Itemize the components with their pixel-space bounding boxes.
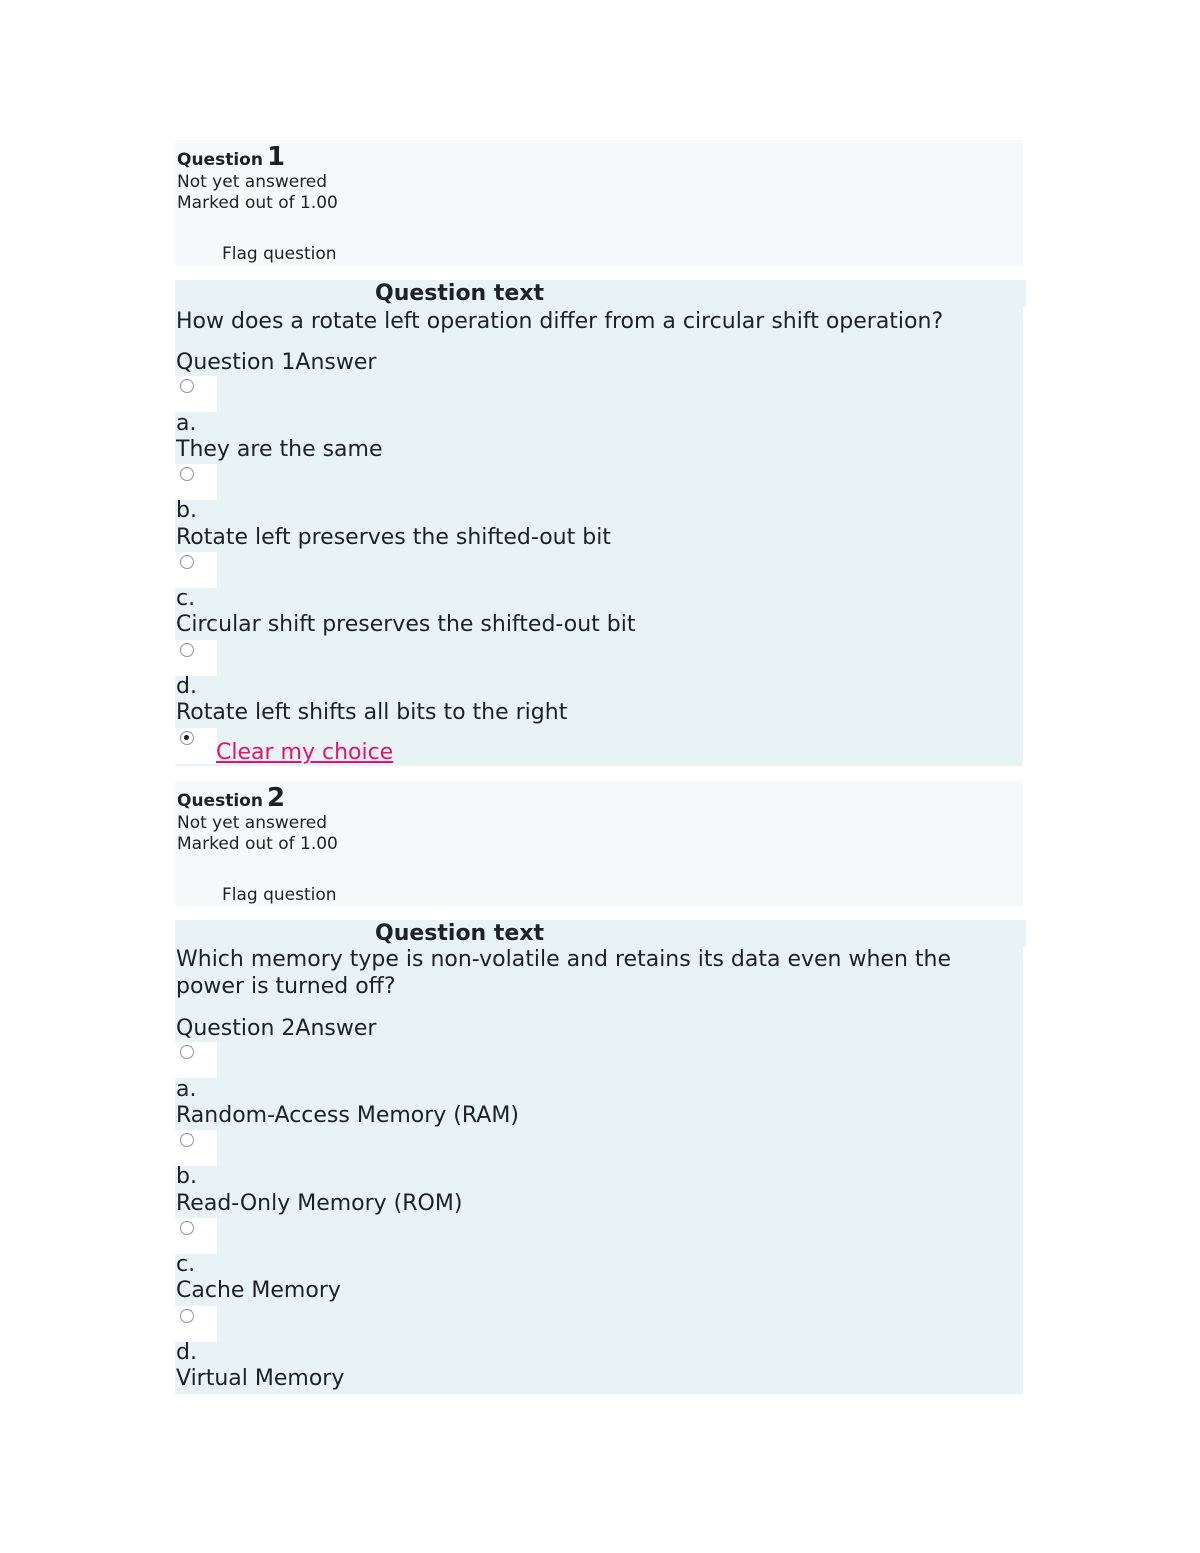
radio-button[interactable] (180, 379, 194, 393)
option-letter: b. (176, 498, 197, 523)
radio-button[interactable] (180, 1221, 194, 1235)
option-letter: d. (176, 1340, 197, 1365)
question-1-content (175, 280, 1023, 766)
flag-question-link[interactable]: Flag question (222, 244, 337, 264)
option-letter: a. (176, 411, 197, 436)
answer-prompt: Question 2Answer (176, 1016, 377, 1041)
question-1-info (175, 140, 1023, 265)
option-text[interactable]: Rotate left preserves the shifted-out bit (176, 525, 611, 550)
option-text[interactable]: Cache Memory (176, 1278, 341, 1303)
radio-button[interactable] (180, 1045, 194, 1059)
radio-button-selected[interactable] (180, 731, 194, 745)
question-state: Not yet answered (177, 813, 328, 833)
answer-prompt: Question 1Answer (176, 350, 377, 375)
question-number (177, 785, 285, 814)
radio-button[interactable] (180, 1133, 194, 1147)
option-text[interactable]: Virtual Memory (176, 1366, 345, 1391)
option-text[interactable]: Read-Only Memory (ROM) (176, 1191, 463, 1216)
option-letter: a. (176, 1077, 197, 1102)
clear-my-choice-link[interactable]: Clear my choice (216, 740, 394, 765)
option-text[interactable]: Rotate left shifts all bits to the right (176, 700, 568, 725)
option-letter: c. (176, 586, 196, 611)
question-state: Not yet answered (177, 172, 328, 192)
radio-button[interactable] (180, 555, 194, 569)
question-number-value: 2 (266, 783, 286, 813)
question-2-content (175, 920, 1023, 1394)
option-text[interactable]: Random-Access Memory (RAM) (176, 1103, 519, 1128)
option-letter: c. (176, 1252, 196, 1277)
question-label: Question (177, 791, 263, 811)
option-letter: d. (176, 674, 197, 699)
radio-button[interactable] (180, 467, 194, 481)
question-grade: Marked out of 1.00 (177, 193, 338, 213)
radio-button[interactable] (180, 643, 194, 657)
option-text[interactable]: Circular shift preserves the shifted-out bit (176, 612, 636, 637)
question-number-value: 1 (266, 142, 286, 172)
question-2-info (175, 781, 1023, 906)
question-text: How does a rotate left operation differ from a circular shift operation? (176, 309, 944, 334)
option-letter: b. (176, 1164, 197, 1189)
radio-button[interactable] (180, 1309, 194, 1323)
question-text-heading: Question text (375, 281, 545, 306)
question-text: Which memory type is non-volatile and retains its data even when the power is turned off? (176, 947, 951, 999)
option-text[interactable]: They are the same (176, 437, 383, 462)
question-label: Question (177, 150, 263, 170)
question-grade: Marked out of 1.00 (177, 834, 338, 854)
flag-question-link[interactable]: Flag question (222, 885, 337, 905)
question-number (177, 144, 285, 173)
question-text-heading: Question text (375, 921, 545, 946)
